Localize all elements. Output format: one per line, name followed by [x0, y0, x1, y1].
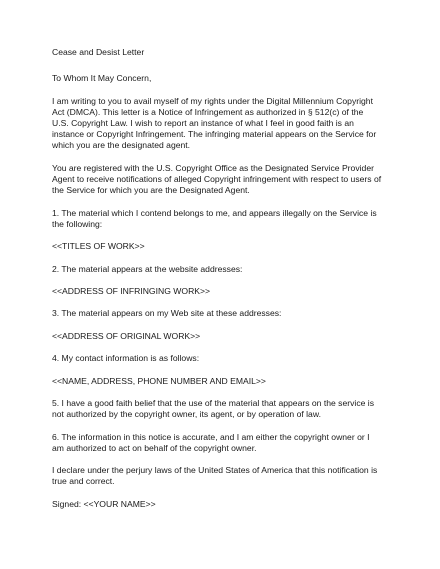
item-1-material: 1. The material which I contend belongs to me, and appears illegally on the Service is the following: [52, 207, 377, 229]
letter-title: Cease and Desist Letter [52, 47, 145, 57]
placeholder-original-address: <<ADDRESS OF ORIGINAL WORK>> [52, 330, 201, 341]
placeholder-titles-of-work: <<TITLES OF WORK>> [52, 241, 145, 252]
signature-line: Signed: <<YOUR NAME>> [52, 498, 156, 509]
item-4-contact-info: 4. My contact information is as follows: [52, 353, 200, 364]
item-2-website-addresses: 2. The material appears at the website addresses: [52, 263, 243, 274]
salutation: To Whom It May Concern, [52, 73, 152, 84]
placeholder-contact-details: <<NAME, ADDRESS, PHONE NUMBER AND EMAIL>> [52, 375, 266, 386]
item-3-my-website: 3. The material appears on my Web site at these addresses: [52, 308, 282, 319]
letter-page [52, 47, 382, 521]
paragraph-designated-agent: You are registered with the U.S. Copyright Office as the Designated Service Provider Agent to receive notifications of alleged Copyright infringement with respect to users of the Service for which you are the Designated Agent. [52, 162, 382, 196]
perjury-declaration: I declare under the perjury laws of the United States of America that this notification is true and correct. [52, 465, 378, 487]
paragraph-dmca-notice: I am writing to you to avail myself of my rights under the Digital Millennium Copyright Act (DMCA). This letter is a Notice of Infringement as authorized in § 512(c) of the U.S. Copyright Law. I wish to report an instance of what I feel in good faith is an instance or Copyright Infringement. The infringing material appears on the Service for which you are the designated agent. [52, 95, 377, 151]
item-5-good-faith: 5. I have a good faith belief that the use of the material that appears on the service is not authorized by the copyright owner, its agent, or by operation of law. [52, 397, 374, 420]
item-6-accuracy: 6. The information in this notice is accurate, and I am either the copyright owner or I am authorized to act on behalf of the copyright owner. [52, 431, 370, 453]
placeholder-infringing-address: <<ADDRESS OF INFRINGING WORK>> [52, 285, 211, 296]
